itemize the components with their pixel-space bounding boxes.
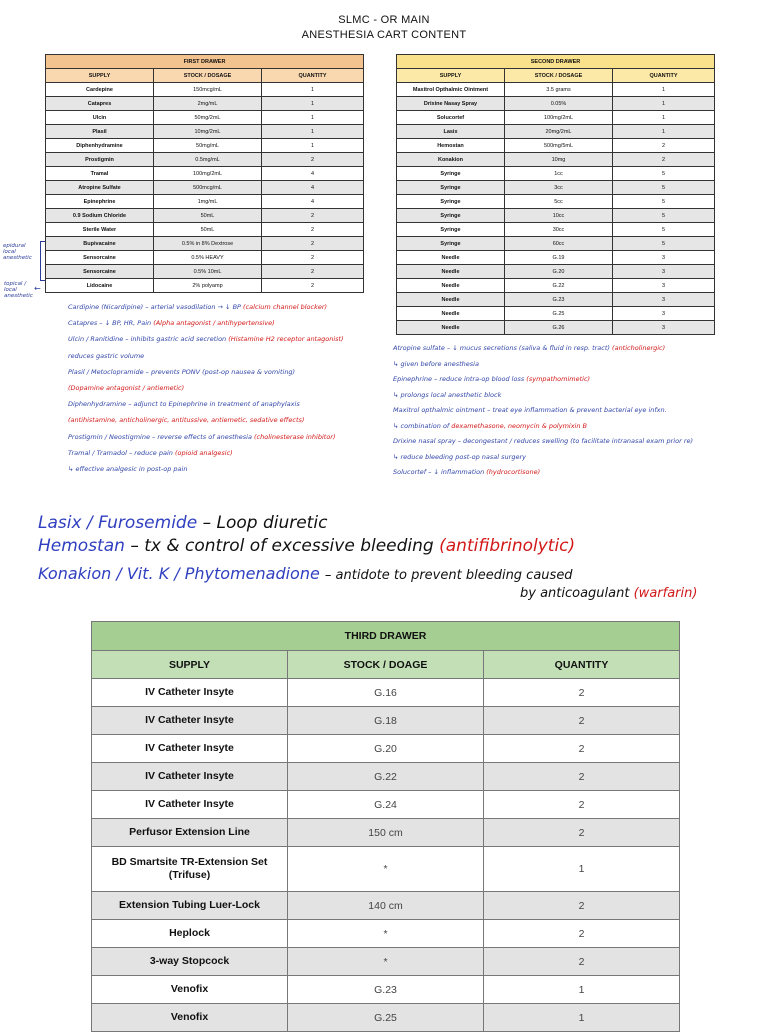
supply-cell: Cardepine (46, 83, 154, 97)
stock-cell: G.26 (505, 321, 613, 335)
third-drawer-table (91, 621, 680, 1032)
table-row (397, 209, 715, 223)
note-text: Diphenhydramine – adjunct to Epinephrine in treatment of anaphylaxis (68, 400, 300, 409)
note-text: Drixine nasal spray – decongestant / reduces swelling (to facilitate intranasal exam prior re) (393, 437, 694, 445)
stock-cell: G.23 (288, 976, 484, 1004)
quantity-cell: 2 (484, 920, 680, 948)
handwritten-note (393, 406, 667, 414)
first-drawer-table (45, 54, 364, 293)
column-header: SUPPLY (397, 69, 505, 83)
note-text: Hemostan (38, 536, 125, 556)
handwritten-note (68, 433, 336, 441)
bracket-icon (40, 241, 45, 281)
supply-cell: Needle (397, 321, 505, 335)
note-text: ↳ reduce bleeding post-op nasal surgery (393, 452, 526, 461)
stock-cell: * (288, 920, 484, 948)
table-row (397, 125, 715, 139)
stock-cell: 50mg/mL (154, 139, 262, 153)
supply-cell: Sensorcaine (46, 265, 154, 279)
stock-cell: G.16 (288, 679, 484, 707)
quantity-cell: 1 (484, 1004, 680, 1032)
note-annotation: (Histamine H2 receptor antagonist) (228, 335, 344, 344)
note-annotation: (anticholinergic) (612, 344, 666, 352)
quantity-cell: 1 (262, 111, 364, 125)
supply-cell: Tramal (46, 167, 154, 181)
table-row (397, 195, 715, 209)
supply-cell: Perfusor Extension Line (92, 819, 288, 847)
stock-cell: 0.5% HEAVY (154, 251, 262, 265)
stock-cell: G.19 (505, 251, 613, 265)
stock-cell: 0.05% (505, 97, 613, 111)
quantity-cell: 1 (613, 111, 715, 125)
quantity-cell: 4 (262, 181, 364, 195)
table-row (92, 763, 680, 791)
table-row (397, 139, 715, 153)
stock-cell: 60cc (505, 237, 613, 251)
handwritten-note (68, 352, 144, 360)
supply-cell: Plasil (46, 125, 154, 139)
supply-cell: Catapres (46, 97, 154, 111)
supply-cell: Diphenhydramine (46, 139, 154, 153)
handwritten-note (393, 422, 587, 430)
supply-cell: Syringe (397, 223, 505, 237)
handwritten-note (68, 319, 275, 327)
stock-cell: 3.5 grams (505, 83, 613, 97)
stock-cell: 10cc (505, 209, 613, 223)
table-row (397, 153, 715, 167)
stock-cell: G.22 (288, 763, 484, 791)
note-annotation: (Alpha antagonist / antihypertensive) (153, 319, 275, 328)
note-annotation: (antihistamine, anticholinergic, antitussive, antiemetic, sedative effects) (68, 416, 305, 425)
supply-cell: Solucortef (397, 111, 505, 125)
handwritten-note (393, 360, 479, 368)
supply-cell: Syringe (397, 195, 505, 209)
supply-cell: Lidocaine (46, 279, 154, 293)
quantity-cell: 2 (484, 948, 680, 976)
table-row (397, 167, 715, 181)
quantity-cell: 2 (484, 707, 680, 735)
handwritten-note (68, 335, 344, 343)
stock-cell: 100mg/2mL (154, 167, 262, 181)
stock-cell: G.25 (505, 307, 613, 321)
stock-cell: 150 cm (288, 819, 484, 847)
supply-cell: IV Catheter Insyte (92, 735, 288, 763)
quantity-cell: 1 (613, 83, 715, 97)
column-header: STOCK / DOSAGE (154, 69, 262, 83)
table-row (46, 125, 364, 139)
table-row (92, 791, 680, 819)
column-header: STOCK / DOSAGE (505, 69, 613, 83)
table-row (46, 265, 364, 279)
note-text: Catapres – ↓ BP, HR, Pain (68, 319, 152, 328)
table-row (92, 892, 680, 920)
quantity-cell: 5 (613, 209, 715, 223)
stock-cell: 5cc (505, 195, 613, 209)
handwritten-note (393, 453, 526, 461)
supply-cell: IV Catheter Insyte (92, 679, 288, 707)
note-annotation: (hydrocortisone) (486, 468, 541, 476)
quantity-cell: 3 (613, 279, 715, 293)
quantity-cell: 4 (262, 167, 364, 181)
table-row (397, 181, 715, 195)
stock-cell: 500mg/5mL (505, 139, 613, 153)
stock-cell: 10mg (505, 153, 613, 167)
note-text: ↳ combination of (393, 421, 450, 430)
note-description: – Loop diuretic (202, 513, 328, 533)
table-row (397, 83, 715, 97)
supply-cell: Bupivacaine (46, 237, 154, 251)
handwritten-note (68, 368, 295, 376)
supply-cell: Syringe (397, 209, 505, 223)
quantity-cell: 1 (613, 125, 715, 139)
stock-cell: G.23 (505, 293, 613, 307)
quantity-cell: 5 (613, 237, 715, 251)
supply-cell: Needle (397, 279, 505, 293)
note-text: Prostigmin / Neostigmine – reverse effects of anesthesia (68, 432, 252, 441)
quantity-cell: 5 (613, 195, 715, 209)
note-text: Maxitrol opthalmic ointment – treat eye inflammation & prevent bacterial eye infxn. (393, 406, 667, 414)
note-annotation: (sympathomimetic) (526, 375, 591, 383)
column-header: QUANTITY (484, 651, 680, 679)
supply-cell: Needle (397, 293, 505, 307)
quantity-cell: 5 (613, 223, 715, 237)
quantity-cell: 2 (484, 679, 680, 707)
note-description: by anticoagulant (520, 586, 630, 601)
side-note-line: topical / (4, 281, 27, 287)
supply-cell: Lasix (397, 125, 505, 139)
note-text: Konakion / Vit. K / Phytomenadione (38, 564, 320, 583)
quantity-cell: 2 (262, 279, 364, 293)
table-row (92, 819, 680, 847)
table-row (46, 195, 364, 209)
first-drawer-title: FIRST DRAWER (46, 55, 364, 69)
header-line-2: ANESTHESIA CART CONTENT (301, 29, 467, 41)
supply-cell: IV Catheter Insyte (92, 763, 288, 791)
quantity-cell: 2 (613, 139, 715, 153)
supply-cell: Sensorcaine (46, 251, 154, 265)
quantity-cell: 2 (484, 819, 680, 847)
stock-cell: 500mcg/mL (154, 181, 262, 195)
supply-cell: Needle (397, 265, 505, 279)
table-row (46, 223, 364, 237)
table-row (46, 111, 364, 125)
supply-cell: Syringe (397, 237, 505, 251)
quantity-cell: 3 (613, 293, 715, 307)
note-annotation: dexamethasone, neomycin & polymixin B (451, 421, 588, 430)
quantity-cell: 2 (484, 892, 680, 920)
stock-cell: G.25 (288, 1004, 484, 1032)
stock-cell: 3cc (505, 181, 613, 195)
handwritten-note (393, 375, 590, 383)
note-text: Cardipine (Nicardipine) – arterial vasodilation → ↓ BP (68, 303, 241, 311)
table-row (92, 847, 680, 892)
supply-cell: Drixine Nasay Spray (397, 97, 505, 111)
quantity-cell: 2 (262, 237, 364, 251)
stock-cell: 2% polyamp (154, 279, 262, 293)
table-row (397, 251, 715, 265)
handwritten-note-large (38, 536, 575, 556)
stock-cell: G.20 (505, 265, 613, 279)
stock-cell: 150mcg/mL (154, 83, 262, 97)
third-drawer-title: THIRD DRAWER (92, 622, 680, 651)
note-text: Epinephrine – reduce intra-op blood loss (393, 375, 525, 383)
supply-cell: Heplock (92, 920, 288, 948)
quantity-cell: 1 (484, 847, 680, 892)
table-row (46, 209, 364, 223)
supply-cell: 0.9 Sodium Chloride (46, 209, 154, 223)
stock-cell: 0.5% 10mL (154, 265, 262, 279)
handwritten-note (68, 384, 184, 392)
topical-note (4, 281, 33, 299)
table-row (397, 279, 715, 293)
side-note-line: anesthetic (4, 293, 33, 299)
note-text: ↳ effective analgesic in post-op pain (68, 465, 188, 473)
note-annotation: (calcium channel blocker) (243, 303, 328, 311)
handwritten-note (68, 449, 233, 457)
quantity-cell: 2 (484, 791, 680, 819)
side-note-line: local (4, 287, 17, 293)
table-row (46, 153, 364, 167)
stock-cell: 10mg/2mL (154, 125, 262, 139)
quantity-cell: 3 (613, 265, 715, 279)
supply-cell: Epinephrine (46, 195, 154, 209)
quantity-cell: 2 (262, 223, 364, 237)
supply-cell: BD Smartsite TR-Extension Set (Trifuse) (92, 847, 288, 892)
stock-cell: 50mL (154, 209, 262, 223)
arrow-icon: ← (34, 284, 41, 293)
column-header: QUANTITY (262, 69, 364, 83)
stock-cell: 2mg/mL (154, 97, 262, 111)
table-row (397, 321, 715, 335)
stock-cell: 0.5% in 8% Dextrose (154, 237, 262, 251)
note-annotation: (opioid analgesic) (174, 448, 233, 457)
note-text: Solucortef – ↓ inflammation (393, 468, 485, 476)
side-note-line: local (3, 249, 16, 255)
note-text: ↳ given before anesthesia (393, 359, 479, 368)
quantity-cell: 1 (262, 139, 364, 153)
handwritten-note (68, 416, 304, 424)
quantity-cell: 1 (262, 97, 364, 111)
supply-cell: Ulcin (46, 111, 154, 125)
stock-cell: 30cc (505, 223, 613, 237)
quantity-cell: 1 (613, 97, 715, 111)
note-description: – antidote to prevent bleeding caused (324, 568, 573, 583)
side-note-line: epidural (3, 243, 26, 249)
table-row (397, 307, 715, 321)
handwritten-note-large (520, 586, 697, 601)
quantity-cell: 2 (262, 153, 364, 167)
table-row (397, 293, 715, 307)
stock-cell: 1mg/mL (154, 195, 262, 209)
epidural-note (3, 243, 32, 261)
supply-cell: Extension Tubing Luer-Lock (92, 892, 288, 920)
handwritten-note (393, 344, 665, 352)
supply-cell: Sterile Water (46, 223, 154, 237)
handwritten-note-large (38, 564, 573, 583)
second-drawer-table (396, 54, 715, 335)
stock-cell: G.20 (288, 735, 484, 763)
supply-cell: IV Catheter Insyte (92, 791, 288, 819)
handwritten-note (393, 468, 540, 476)
table-row (46, 97, 364, 111)
supply-cell: Venofix (92, 1004, 288, 1032)
table-row (397, 97, 715, 111)
quantity-cell: 2 (613, 153, 715, 167)
table-row (92, 920, 680, 948)
quantity-cell: 2 (262, 251, 364, 265)
table-row (92, 679, 680, 707)
quantity-cell: 5 (613, 181, 715, 195)
quantity-cell: 2 (484, 763, 680, 791)
table-row (92, 1004, 680, 1032)
quantity-cell: 3 (613, 251, 715, 265)
table-row (92, 707, 680, 735)
note-annotation: (cholinesterase inhibitor) (254, 432, 336, 441)
table-row (46, 251, 364, 265)
quantity-cell: 3 (613, 307, 715, 321)
handwritten-note (393, 437, 693, 445)
table-row (46, 181, 364, 195)
quantity-cell: 1 (262, 83, 364, 97)
quantity-cell: 2 (262, 265, 364, 279)
stock-cell: 50mg/2mL (154, 111, 262, 125)
table-row (46, 237, 364, 251)
note-description: – tx & control of excessive bleeding (130, 536, 434, 556)
handwritten-note-large (38, 513, 327, 533)
supply-cell: Venofix (92, 976, 288, 1004)
column-header: QUANTITY (613, 69, 715, 83)
quantity-cell: 2 (484, 735, 680, 763)
note-text: Ulcin / Ranitidine – inhibits gastric acid secretion (68, 335, 227, 344)
column-header: SUPPLY (92, 651, 288, 679)
note-text: Lasix / Furosemide (38, 513, 198, 533)
table-row (92, 735, 680, 763)
table-row (92, 948, 680, 976)
quantity-cell: 3 (613, 321, 715, 335)
table-row (46, 139, 364, 153)
stock-cell: 20mg/2mL (505, 125, 613, 139)
table-row (397, 111, 715, 125)
quantity-cell: 4 (262, 195, 364, 209)
stock-cell: * (288, 847, 484, 892)
stock-cell: 140 cm (288, 892, 484, 920)
supply-cell: Maxitrol Opthalmic Ointment (397, 83, 505, 97)
table-row (397, 237, 715, 251)
table-row (46, 83, 364, 97)
supply-cell: Needle (397, 251, 505, 265)
stock-cell: 100mg/2mL (505, 111, 613, 125)
quantity-cell: 1 (484, 976, 680, 1004)
note-text: ↳ prolongs local anesthetic block (393, 390, 502, 399)
handwritten-note (68, 400, 300, 408)
handwritten-note (393, 391, 501, 399)
table-row (46, 279, 364, 293)
supply-cell: Syringe (397, 167, 505, 181)
second-drawer-title: SECOND DRAWER (397, 55, 715, 69)
stock-cell: 50mL (154, 223, 262, 237)
table-row (397, 265, 715, 279)
note-text: Atropine sulfate – ↓ mucus secretions (saliva & fluid in resp. tract) (393, 344, 610, 352)
table-row (92, 976, 680, 1004)
table-row (46, 167, 364, 181)
column-header: SUPPLY (46, 69, 154, 83)
supply-cell: Hemostan (397, 139, 505, 153)
side-note-line: anesthetic (3, 255, 32, 261)
stock-cell: G.22 (505, 279, 613, 293)
supply-cell: Atropine Sulfate (46, 181, 154, 195)
header-line-1: SLMC - OR MAIN (338, 14, 430, 26)
note-annotation: (warfarin) (633, 586, 698, 601)
handwritten-note (68, 303, 327, 311)
note-text: Tramal / Tramadol – reduce pain (68, 448, 173, 457)
quantity-cell: 1 (262, 125, 364, 139)
handwritten-note (68, 465, 187, 473)
note-annotation: (Dopamine antagonist / antiemetic) (68, 384, 185, 392)
supply-cell: Prostigmin (46, 153, 154, 167)
stock-cell: G.18 (288, 707, 484, 735)
quantity-cell: 5 (613, 167, 715, 181)
note-annotation: (antifibrinolytic) (439, 536, 576, 556)
stock-cell: 1cc (505, 167, 613, 181)
supply-cell: Konakion (397, 153, 505, 167)
column-header: STOCK / DOAGE (288, 651, 484, 679)
table-row (397, 223, 715, 237)
stock-cell: * (288, 948, 484, 976)
stock-cell: 0.5mg/mL (154, 153, 262, 167)
note-text: reduces gastric volume (68, 351, 145, 360)
supply-cell: 3-way Stopcock (92, 948, 288, 976)
supply-cell: Needle (397, 307, 505, 321)
note-text: Plasil / Metoclopramide – prevents PONV (post-op nausea & vomiting) (68, 367, 296, 376)
stock-cell: G.24 (288, 791, 484, 819)
supply-cell: IV Catheter Insyte (92, 707, 288, 735)
quantity-cell: 2 (262, 209, 364, 223)
supply-cell: Syringe (397, 181, 505, 195)
